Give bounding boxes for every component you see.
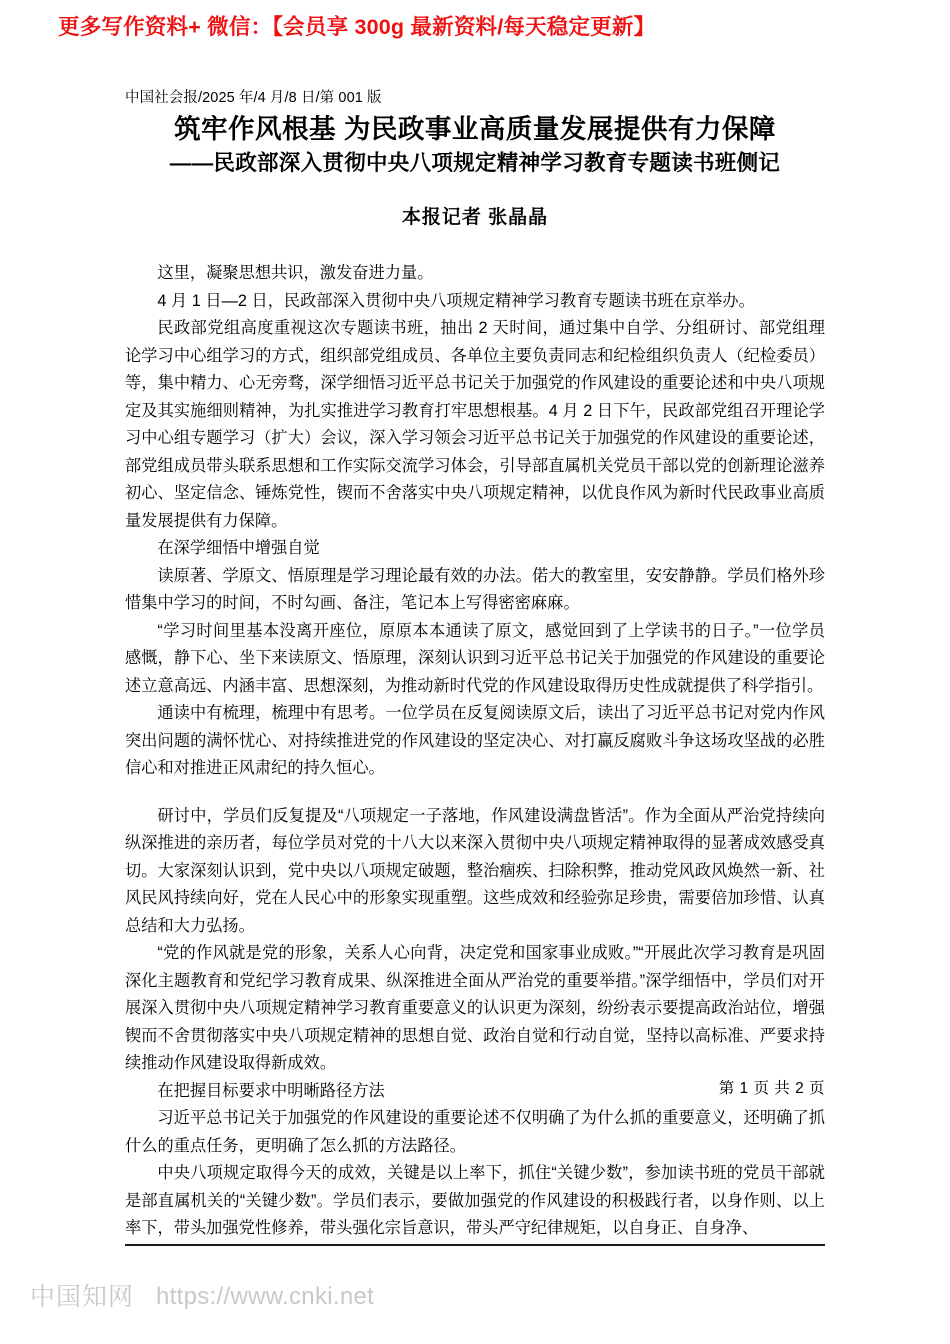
promo-banner: 更多写作资料+ 微信：【会员享 300g 最新资料/每天稳定更新】	[58, 15, 656, 39]
paragraph: “学习时间里基本没离开座位，原原本本通读了原文，感觉回到了上学读书的日子。”一位学员感慨，静下心、坐下来读原文、悟原理，深刻认识到习近平总书记关于加强党的作风建设的重要论述立意高远、内涵丰富、思想深刻，为推动新时代党的作风建设取得历史性成就提供了科学指引。	[125, 621, 825, 695]
cnki-logo-text: 中国知网	[30, 1283, 135, 1311]
paragraph: 这里，凝聚思想共识，激发奋进力量。	[157, 264, 434, 282]
paragraph: 读原著、学原文、悟原理是学习理论最有效的办法。偌大的教室里，安安静静。学员们格外珍惜集中学习的时间，不时勾画、备注，笔记本上写得密密麻麻。	[125, 566, 825, 612]
page-number: 第 1 页 共 2 页	[718, 1080, 825, 1097]
paragraph: 通读中有梳理，梳理中有思考。一位学员在反复阅读原文后，读出了习近平总书记对党内作风突出问题的满怀忧心、对持续推进党的作风建设的坚定决心、对打赢反腐败斗争这场攻坚战的必胜信心和对推进正风肃纪的持久恒心。	[125, 704, 825, 777]
paragraph-spacer	[125, 783, 825, 803]
page-title: 筑牢作风根基 为民政事业高质量发展提供有力保障	[174, 114, 776, 144]
cnki-watermark	[30, 1281, 374, 1313]
paragraph: 中央八项规定取得今天的成效，关键是以上率下，抓住“关键少数”，参加读书班的党员干部就是部直属机关的“关键少数”。学员们表示，要做加强党的作风建设的积极践行者，以身作则、以上率下，带头加强党性修养，带头强化宗旨意识，带头严守纪律规矩，以自身正、自身净、	[125, 1164, 825, 1237]
paragraph: 民政部党组高度重视这次专题读书班，抽出 2 天时间，通过集中自学、分组研讨、部党组理论学习中心组学习的方式，组织部党组成员、各单位主要负责同志和纪检组织负责人（纪检委员）等，集中精力、心无旁骛，深学细悟习近平总书记关于加强党的作风建设的重要论述和中央八项规定及其实施细则精神，为扎实推进学习教育打牢思想根基。4 月 2 日下午，民政部党组召开理论学习中心组专题学习（扩大）会议，深入学习领会习近平总书记关于加强党的作风建设的重要论述，部党组成员带头联系思想和工作实际交流学习体会，引导部直属机关党员干部以党的创新理论滋养初心、坚定信念、锤炼党性，锲而不舍落实中央八项规定精神，以优良作风为新时代民政事业高质量发展提供有力保障。	[125, 319, 825, 530]
section-heading: 在把握目标要求中明晰路径方法	[157, 1081, 385, 1100]
article-body	[125, 88, 825, 1243]
byline: 本报记者 张晶晶	[401, 207, 549, 228]
paragraph: 研讨中，学员们反复提及“八项规定一子落地，作风建设满盘皆活”。作为全面从严治党持续向纵深推进的亲历者，每位学员对党的十八大以来深入贯彻中央八项规定精神取得的显著成效感受真切。大家深刻认识到，党中央以八项规定破题，整治痼疾、扫除积弊，推动党风政风焕然一新、社风民风持续向好，党在人民心中的形象实现重塑。这些成效和经验弥足珍贵，需要倍加珍惜、认真总结和大力弘扬。	[125, 806, 825, 935]
footer-divider	[125, 1244, 825, 1246]
paragraph: 4 月 1 日—2 日，民政部深入贯彻中央八项规定精神学习教育专题读书班在京举办。	[157, 291, 755, 310]
cnki-url-text: https://www.cnki.net	[156, 1283, 375, 1310]
paragraph: 习近平总书记关于加强党的作风建设的重要论述不仅明确了为什么抓的重要意义，还明确了抓什么的重点任务，更明确了怎么抓的方法路径。	[125, 1109, 825, 1155]
section-heading: 在深学细悟中增强自觉	[157, 539, 320, 557]
page-subtitle: ——民政部深入贯彻中央八项规定精神学习教育专题读书班侧记	[169, 151, 781, 175]
source-citation: 中国社会报/2025 年/4 月/8 日/第 001 版	[125, 90, 382, 106]
paragraph: “党的作风就是党的形象，关系人心向背，决定党和国家事业成败。”“开展此次学习教育是巩固深化主题教育和党纪学习教育成果、纵深推进全面从严治党的重要举措。”深学细悟中，学员们对开展深入贯彻中央八项规定精神学习教育重要意义的认识更为深刻，纷纷表示要提高政治站位，增强锲而不舍贯彻落实中央八项规定精神的思想自觉、政治自觉和行动自觉，坚持以高标准、严要求持续推动作风建设取得新成效。	[125, 944, 825, 1072]
